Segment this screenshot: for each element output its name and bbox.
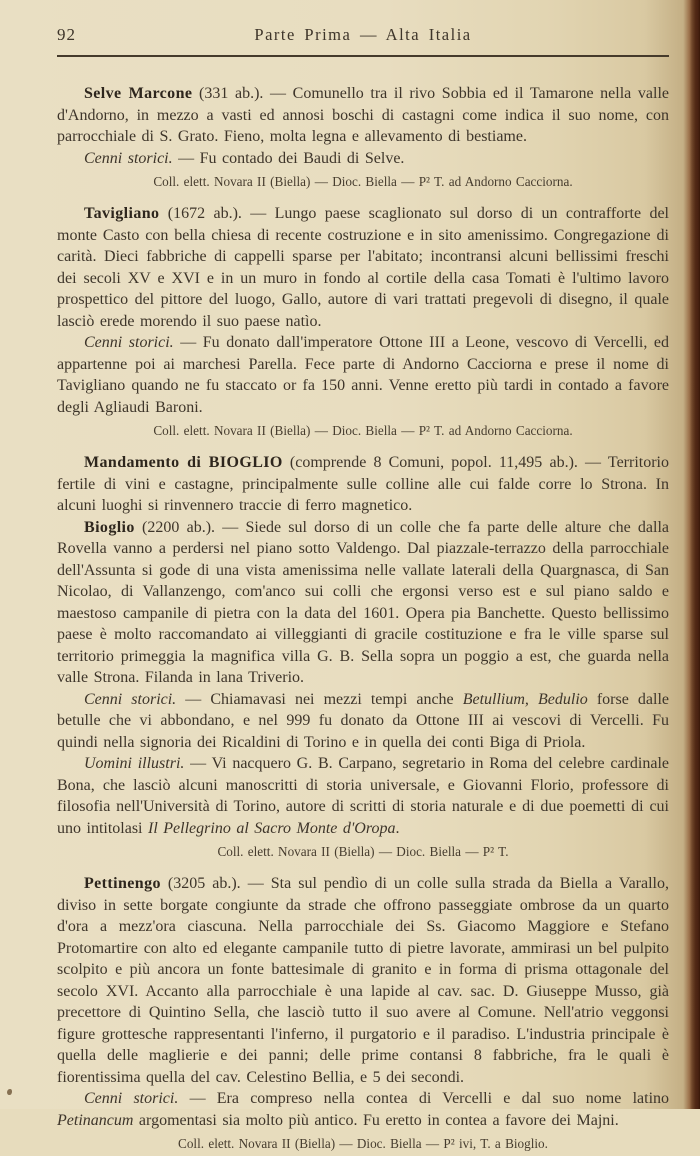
uomini-illustri-label: Uomini illustri. (84, 755, 185, 772)
entry-description: (2200 ab.). — Siede sul dorso di un colle che fa parte delle alture che dalla Rovella vanno a perdersi nel piano sotto Valdengo. Dal piazzale-terrazzo della parrocchiale dell'Assunta si gode di una vista amenissima nelle vallate laterali della Quargnasca, di San Nicolao, di Vallanzengo, com'anco sui colli che ergonsi verso est e sul piano saldo e maestoso campanile di pietra con la data del 1601. Opera pia Banchette. Questo bellissimo paese è molto raccomandato ai villeggianti di gracile costituzione e fra le ville sparse sul territorio primeggia la magnifica villa G. B. Sella sopra un poggio a est, che guarda nella valle Strona. Filanda in lana Triverio. (57, 518, 669, 686)
entry-name: Bioglio (84, 518, 135, 536)
cenni-storici-text: — Fu contado dei Baudi di Selve. (172, 149, 405, 167)
running-title: Parte Prima — Alta Italia (254, 25, 472, 44)
electoral-college-line: Coll. elett. Novara II (Biella) — Dioc. Biella — P² T. ad Andorno Cacciorna. (153, 174, 573, 189)
entry-name: Mandamento di BIOGLIO (84, 454, 283, 471)
cenni-storici-label: Cenni storici. (84, 334, 174, 351)
entry-paragraph (57, 452, 669, 517)
cenni-storici-paragraph (57, 1088, 669, 1131)
entry-description: (331 ab.). — Comunello tra il rivo Sobbia ed il Tamarone nella valle d'Andorno, in mezzo a vasti ed annosi boschi di castagni come indica il suo nome, con parrocchiale di S. Grato. Fieno, molta legna e allevamento di bestiame. (57, 85, 669, 145)
entry-paragraph (57, 83, 669, 148)
header-rule (57, 55, 669, 57)
cenni-storici-paragraph (57, 148, 669, 170)
entry-mandamento-bioglio (57, 452, 669, 517)
page-edge-shadow (690, 0, 700, 1109)
cenni-storici-text: — Chiamavasi nei mezzi tempi anche (176, 690, 463, 708)
page-number: 92 (57, 25, 76, 44)
entry-selve-marcone (57, 83, 669, 190)
cenni-storici-text: argomentasi sia molto più antico. Fu eretto in contea a favore dei Majni. (133, 1111, 619, 1129)
cenni-storici-paragraph (57, 689, 669, 754)
cenni-storici-paragraph (57, 332, 669, 418)
entry-description: (comprende 8 Comuni, popol. 11,495 ab.). — Territorio fertile di vini e castagne, principalmente sulle colline alle cui falde corre lo Strona. In alcuni luoghi si rinvennero traccie di ferro magnetico. (57, 454, 669, 514)
cenni-storici-label: Cenni storici. (84, 1090, 179, 1107)
latin-name: Betullium, Bedulio (462, 690, 588, 708)
entry-name: Selve Marcone (84, 85, 193, 102)
cenni-storici-text: — Fu donato dall'imperatore Ottone III a Leone, vescovo di Vercelli, ed appartenne poi ai marchesi Parella. Fece parte di Andorno Cacciorna e prese il nome di Tavigliano quando ne fu staccato or fa 150 anni. Venne eretto più tardi in contado a favore degli Agliaudi Baroni. (57, 334, 669, 416)
entry-name: Tavigliano (84, 205, 160, 222)
electoral-college-line: Coll. elett. Novara II (Biella) — Dioc. Biella — P² T. ad Andorno Cacciorna. (153, 423, 573, 438)
entry-tavigliano (57, 203, 669, 439)
book-title: Il Pellegrino al Sacro Monte d'Oropa (148, 819, 396, 837)
page-body (57, 83, 669, 1152)
running-header (57, 25, 669, 46)
entry-paragraph (57, 517, 669, 689)
uomini-illustri-text: . (395, 819, 400, 837)
entry-name: Pettinengo (84, 875, 161, 892)
text-column (57, 0, 669, 1156)
entry-bioglio (57, 517, 669, 861)
electoral-college-line: Coll. elett. Novara II (Biella) — Dioc. Biella — P² ivi, T. a Bioglio. (178, 1136, 548, 1151)
entry-paragraph (57, 873, 669, 1088)
entry-description: (3205 ab.). — Sta sul pendìo di un colle sulla strada da Biella a Varallo, diviso in sette borgate congiunte da strade che offrono passeggiate ombrose da un quarto d'ora a mezz'ora ciascuna. Nella parrocchiale dei Ss. Giacomo Maggiore e Stefano Protomartire con alto ed elegante campanile tutto di pietre lavorate, ammirasi un bel pulpito scolpito e più ancora un fonte battesimale di granito e in forma di prisma ottagonale del secolo XVI. Accanto alla parrocchiale è una lapide al cav. sac. D. Giuseppe Musso, già precettore di Quintino Sella, che lasciò tutto il suo avere al Comune. Nell'atrio veggonsi figure grottesche rappresentanti l'inferno, il purgatorio e il paradiso. L'industria principale è quella delle maglierie e dei panni; delle prime contansi 8 fabbriche, fra le quali è fiorentissima quella del cav. Celestino Bellia, e 5 dei secondi. (57, 875, 669, 1086)
scan-speck (7, 1089, 12, 1095)
cenni-storici-label: Cenni storici. (84, 149, 173, 167)
cenni-storici-text: forse dalle betulle che vi abbondano, e nel 999 fu donato da Ottone III ai vescovi di Vercelli. Fu quindi nella signoria dei Ricaldini di Torino e in quella dei conti Biga di Priola. (57, 690, 670, 751)
latin-name: Petinancum (57, 1111, 134, 1129)
cenni-storici-label: Cenni storici. (84, 690, 177, 708)
entry-description: (1672 ab.). — Lungo paese scaglionato sul dorso di un contrafforte del monte Casto con bella chiesa di recente costruzione e in sito amenissimo. Congregazione di carità. Dieci fabbriche di cappelli sparse per l'abitato; incontransi alcuni bellissimi freschi dei secoli XV e XVI e in un muro in fondo al cortile della casa Tomati è l'ultimo lavoro prospettico del pittore del luogo, Gallo, autore di vari trattati pregevoli di disegno, il quale lasciò erede morendo il suo paese natìo. (57, 205, 669, 330)
entry-paragraph (57, 203, 669, 332)
electoral-college-line: Coll. elett. Novara II (Biella) — Dioc. Biella — P² T. (217, 844, 509, 859)
uomini-illustri-text: — Vi nacquero G. B. Carpano, segretario in Roma del celebre cardinale Bona, che lasciò alcuni manoscritti di storia universale, e Giovanni Florio, professore di filosofia nell'Università di Torino, autore di scritti di storia naturale e di due poemetti di cui uno intitolasi (57, 755, 669, 837)
cenni-storici-text: — Era compreso nella contea di Vercelli e dal suo nome latino (178, 1090, 670, 1107)
entry-pettinengo (57, 873, 669, 1152)
uomini-illustri-paragraph (57, 753, 669, 839)
